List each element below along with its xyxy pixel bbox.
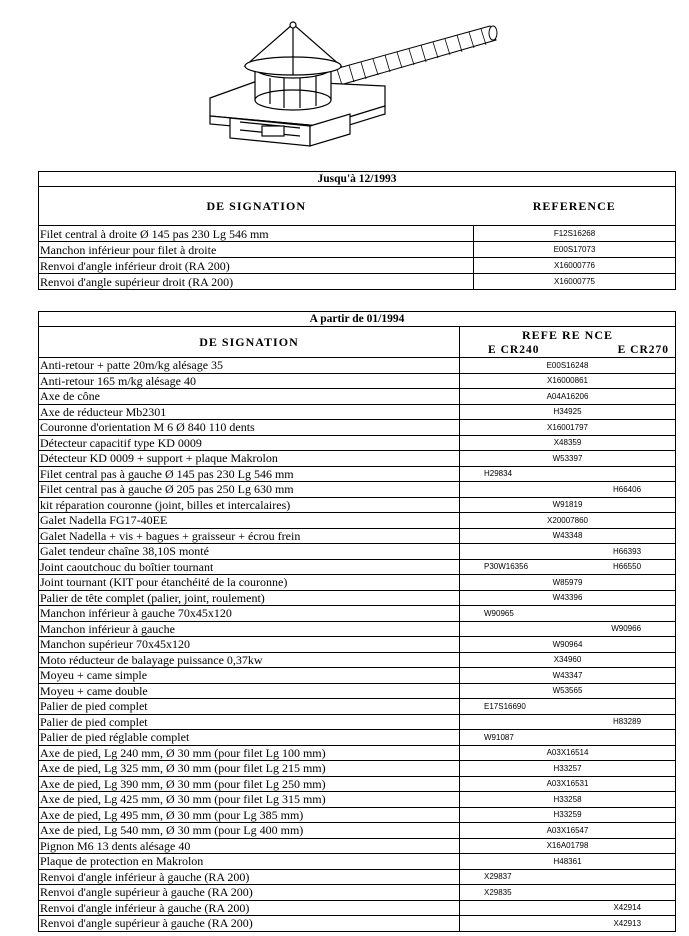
reference-cell: W43348 [460,528,676,544]
reference-cell: X20007860 [460,513,676,529]
table-row [39,513,676,529]
designation-cell: Axe de pied, Lg 540 mm, Ø 30 mm (pour Lg 400 mm) [39,823,460,839]
reference-cell: X34960 [460,652,676,668]
table-row [39,869,676,885]
reference-cell: A03X16514 [460,745,676,761]
table-row [39,730,676,746]
designation-cell: Palier de pied complet [39,714,460,730]
table-row [39,590,676,606]
ecr270-header: E CR270 [568,343,676,358]
reference-cell: H34925 [460,404,676,420]
designation-cell: Plaque de protection en Makrolon [39,854,460,870]
designation-cell: Couronne d'orientation M 6 Ø 840 110 dents [39,420,460,436]
auger-arm [310,26,497,92]
reference-ecr270-cell [568,730,676,746]
table-row [39,528,676,544]
cone [245,22,341,75]
reference-cell: E00S17073 [474,242,676,258]
reference-cell: X16001797 [460,420,676,436]
designation-cell: Palier de pied complet [39,699,460,715]
table-row [39,683,676,699]
reference-ecr270-cell: H83289 [568,714,676,730]
reference-cell: H48361 [460,854,676,870]
designation-cell: Joint tournant (KIT pour étanchéité de la couronne) [39,575,460,591]
designation-cell: Renvoi d'angle supérieur à gauche (RA 200) [39,885,460,901]
reference-ecr270-cell [568,606,676,622]
reference-cell: X48359 [460,435,676,451]
reference-table-until-1993 [38,171,676,290]
designation-cell: Galet Nadella + vis + bagues + graisseur + écrou frein [39,528,460,544]
table-row [39,621,676,637]
reference-cell: A04A16206 [460,389,676,405]
table-row [39,389,676,405]
table-row [39,885,676,901]
designation-cell: Détecteur capacitif type KD 0009 [39,435,460,451]
reference-ecr270-cell: W90966 [568,621,676,637]
table-row [39,838,676,854]
table-row [39,714,676,730]
designation-cell: Renvoi d'angle inférieur à gauche (RA 200) [39,869,460,885]
reference-ecr270-cell: H66393 [568,544,676,560]
reference-cell: A03X16547 [460,823,676,839]
designation-cell: Pignon M6 13 dents alésage 40 [39,838,460,854]
reference-cell: X16A01798 [460,838,676,854]
designation-cell: Manchon inférieur à gauche 70x45x120 [39,606,460,622]
reference-cell: X16000775 [474,274,676,290]
designation-cell: Axe de réducteur Mb2301 [39,404,460,420]
table-row [39,900,676,916]
reference-ecr270-cell: H66406 [568,482,676,498]
designation-cell: Détecteur KD 0009 + support + plaque Makrolon [39,451,460,467]
reference-ecr240-cell: W91087 [460,730,568,746]
designation-header: DE SIGNATION [39,327,460,358]
reference-ecr240-cell [460,714,568,730]
designation-cell: Galet tendeur chaîne 38,10S monté [39,544,460,560]
designation-cell: Joint caoutchouc du boîtier tournant [39,559,460,575]
reference-header: REFERENCE [474,187,676,226]
reference-header: REFE RE NCE [522,327,614,342]
designation-cell: Filet central pas à gauche Ø 145 pas 230 Lg 546 mm [39,466,460,482]
designation-cell: Renvoi d'angle inférieur à gauche (RA 200) [39,900,460,916]
designation-cell: Renvoi d'angle inférieur droit (RA 200) [39,258,474,274]
reference-cell: X16000861 [460,373,676,389]
table-row [39,274,676,290]
reference-ecr240-cell [460,621,568,637]
designation-cell: Palier de tête complet (palier, joint, roulement) [39,590,460,606]
designation-cell: Moto réducteur de balayage puissance 0,37kw [39,652,460,668]
reference-cell: W53397 [460,451,676,467]
designation-cell: Manchon supérieur 70x45x120 [39,637,460,653]
table-row [39,482,676,498]
reference-ecr240-cell [460,900,568,916]
reference-cell: E00S16248 [460,358,676,374]
designation-cell: Filet central pas à gauche Ø 205 pas 250 Lg 630 mm [39,482,460,498]
period-title: Jusqu'à 12/1993 [39,172,676,187]
reference-cell: W91819 [460,497,676,513]
reference-cell: H33258 [460,792,676,808]
reference-cell: A03X16531 [460,776,676,792]
reference-cell: W43396 [460,590,676,606]
table-row [39,575,676,591]
reference-ecr270-cell [568,869,676,885]
designation-cell: Axe de pied, Lg 325 mm, Ø 30 mm (pour filet Lg 215 mm) [39,761,460,777]
table-row [39,776,676,792]
ecr240-header: E CR240 [460,343,568,358]
table-row [39,373,676,389]
table-row [39,652,676,668]
designation-cell: Renvoi d'angle supérieur droit (RA 200) [39,274,474,290]
reference-ecr270-cell: X42914 [568,900,676,916]
table-row [39,358,676,374]
designation-cell: Moyeu + came double [39,683,460,699]
designation-cell: Moyeu + came simple [39,668,460,684]
reference-cell: X16000776 [474,258,676,274]
reference-ecr240-cell: W90965 [460,606,568,622]
table-row [39,258,676,274]
reference-ecr240-cell [460,916,568,932]
period-title: A partir de 01/1994 [39,312,676,327]
reference-ecr270-cell [568,466,676,482]
reference-ecr270-cell [568,885,676,901]
reference-cell: W53565 [460,683,676,699]
reference-cell: W85979 [460,575,676,591]
reference-ecr240-cell [460,482,568,498]
designation-cell: Axe de pied, Lg 240 mm, Ø 30 mm (pour filet Lg 100 mm) [39,745,460,761]
designation-header: DE SIGNATION [39,187,474,226]
table-row [39,854,676,870]
designation-cell: Anti-retour + patte 20m/kg alésage 35 [39,358,460,374]
table-row [39,226,676,242]
table-row [39,466,676,482]
designation-cell: Galet Nadella FG17-40EE [39,513,460,529]
table-row [39,420,676,436]
reference-cell: W43347 [460,668,676,684]
reference-ecr240-cell [460,544,568,560]
reference-ecr240-cell: X29837 [460,869,568,885]
designation-cell: Manchon inférieur à gauche [39,621,460,637]
reference-ecr240-cell: H29834 [460,466,568,482]
table-row [39,761,676,777]
table-row [39,637,676,653]
table-row [39,404,676,420]
reference-cell: W90964 [460,637,676,653]
table-row [39,435,676,451]
table-row [39,544,676,560]
table-row [39,668,676,684]
designation-cell: Axe de pied, Lg 495 mm, Ø 30 mm (pour Lg 385 mm) [39,807,460,823]
reference-cell: H33257 [460,761,676,777]
reference-cell: F12S16268 [474,226,676,242]
table-row [39,745,676,761]
reference-ecr240-cell: E17S16690 [460,699,568,715]
table-row [39,606,676,622]
table-row [39,497,676,513]
table-row [39,451,676,467]
table-row [39,699,676,715]
designation-cell: Renvoi d'angle supérieur à gauche (RA 200) [39,916,460,932]
reference-ecr270-cell: X42913 [568,916,676,932]
table-row [39,792,676,808]
designation-cell: kit réparation couronne (joint, billes et intercalaires) [39,497,460,513]
designation-cell: Manchon inférieur pour filet à droite [39,242,474,258]
reference-ecr270-cell [568,699,676,715]
reference-ecr270-cell: H66550 [568,559,676,575]
designation-cell: Filet central à droite Ø 145 pas 230 Lg 546 mm [39,226,474,242]
designation-cell: Axe de pied, Lg 390 mm, Ø 30 mm (pour filet Lg 250 mm) [39,776,460,792]
reference-ecr240-cell: P30W16356 [460,559,568,575]
designation-cell: Axe de pied, Lg 425 mm, Ø 30 mm (pour filet Lg 315 mm) [39,792,460,808]
table-row [39,807,676,823]
reference-cell: H33259 [460,807,676,823]
table-row [39,916,676,932]
table-row [39,242,676,258]
reference-table-from-1994 [38,311,676,932]
designation-cell: Axe de cône [39,389,460,405]
machine-illustration [200,18,500,148]
table-row [39,823,676,839]
table-row [39,559,676,575]
designation-cell: Anti-retour 165 m/kg alésage 40 [39,373,460,389]
designation-cell: Palier de pied réglable complet [39,730,460,746]
reference-ecr240-cell: X29835 [460,885,568,901]
